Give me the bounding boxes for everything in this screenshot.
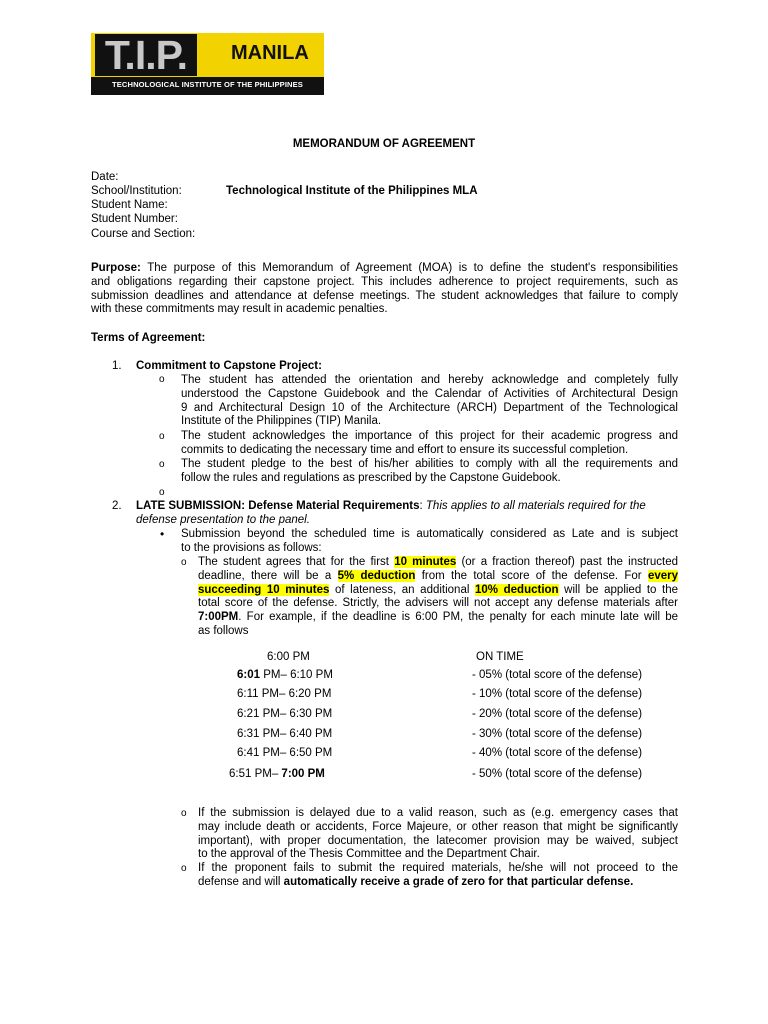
logo-subtitle: TECHNOLOGICAL INSTITUTE OF THE PHILIPPINES xyxy=(112,80,303,89)
highlight-text: every xyxy=(647,569,679,582)
section2-italic: defense presentation to the panel. xyxy=(136,514,310,526)
logo-tip-text: T.I.P. xyxy=(95,34,197,76)
section2-heading-line: LATE SUBMISSION: Defense Material Requirements: This applies to all materials required for the xyxy=(136,500,646,512)
item-bold: automatically receive a grade of zero for that particular defense. xyxy=(283,875,634,888)
item-line: to the approval of the Thesis Committee and the Department Chair. xyxy=(198,848,540,861)
penalty-value: - 40% (total score of the defense) xyxy=(472,747,643,759)
student-number-label: Student Number: xyxy=(91,213,178,225)
highlight-text: succeeding 10 minutes xyxy=(198,583,330,596)
logo-yellow-band xyxy=(91,33,324,77)
circle-bullet-icon: o xyxy=(181,863,187,874)
circle-bullet-icon: o xyxy=(159,374,165,385)
date-label: Date: xyxy=(91,171,119,183)
time-text: 6:51 PM– xyxy=(229,768,282,780)
penalty-time: 6:00 PM xyxy=(267,651,310,663)
logo-city-text: MANILA xyxy=(231,42,309,64)
para-bold: 7:00PM xyxy=(198,611,239,624)
para-text: . For example, if the deadline is 6:00 PM, the penalty for each minute late will be xyxy=(238,611,678,624)
bullet-line: Submission beyond the scheduled time is automatically considered as Late and is subject xyxy=(181,528,678,540)
penalty-value: - 20% (total score of the defense) xyxy=(472,708,643,720)
circle-bullet-icon: o xyxy=(181,808,187,819)
purpose-line: The purpose of this Memorandum of Agreement (MOA) is to define the student's responsibilities xyxy=(147,262,678,274)
fail-submit-item xyxy=(198,862,678,890)
student-name-label: Student Name: xyxy=(91,199,168,211)
penalty-time xyxy=(229,768,325,780)
dot-bullet-icon: • xyxy=(160,527,165,541)
section1-item xyxy=(181,430,678,458)
item-line: may include death or accidents, Force Majeure, or other reason that might be significantly xyxy=(198,820,678,833)
purpose-line: submission deadlines and attendance at defense meetings. The student acknowledges that failure to comply xyxy=(91,289,678,302)
school-label: School/Institution: xyxy=(91,185,182,197)
penalty-time xyxy=(237,669,333,681)
para-text: The student agrees that for the first xyxy=(198,556,395,568)
section-number: 2. xyxy=(112,500,122,512)
bullet-line: to the provisions as follows: xyxy=(181,541,322,554)
item-line: understood the Capstone Guidebook and the Calendar of Activities of Architectural Design xyxy=(181,387,678,400)
item-line: The student has attended the orientation and hereby acknowledge and completely fully xyxy=(181,374,678,386)
section1-heading: Commitment to Capstone Project: xyxy=(136,360,322,372)
item-line: important), with proper documentation, the latecomer provision may be waived, subject xyxy=(198,834,678,847)
circle-bullet-icon: o xyxy=(181,557,187,568)
item-line: commits to dedicating the necessary time and effort to ensure its successful completion. xyxy=(181,443,629,456)
penalty-value: - 05% (total score of the defense) xyxy=(472,669,643,681)
time-bold: 6:01 xyxy=(237,669,261,681)
item-line: If the proponent fails to submit the required materials, he/she will not proceed to the xyxy=(198,862,678,874)
item-line: The student pledge to the best of his/her abilities to comply with all the requirements and xyxy=(181,458,678,470)
section2-bullet xyxy=(181,528,678,556)
section2-italic: This applies to all materials required for the xyxy=(425,500,646,512)
penalty-value: - 50% (total score of the defense) xyxy=(472,768,643,780)
item-line: follow the rules and regulations as prescribed by the Capstone Guidebook. xyxy=(181,471,561,484)
para-text: from the total score of the defense. For xyxy=(415,569,648,582)
terms-heading: Terms of Agreement: xyxy=(91,332,206,344)
para-text: of lateness, an additional xyxy=(329,583,476,596)
purpose-paragraph xyxy=(91,262,678,317)
circle-bullet-icon: o xyxy=(159,431,165,442)
para-text: will be applied to the xyxy=(558,583,679,596)
purpose-label: Purpose: xyxy=(91,262,141,274)
document-title: MEMORANDUM OF AGREEMENT xyxy=(292,138,476,150)
highlight-text: 10 minutes xyxy=(394,556,457,568)
purpose-line: with these commitments may result in academic penalties. xyxy=(91,303,388,316)
penalty-value: ON TIME xyxy=(476,651,524,663)
para-text: deadline, there will be a xyxy=(198,569,338,582)
penalty-value: - 30% (total score of the defense) xyxy=(472,728,643,740)
penalty-time: 6:11 PM– 6:20 PM xyxy=(237,688,332,700)
late-penalty-paragraph xyxy=(198,556,678,639)
highlight-text: 5% deduction xyxy=(337,569,416,582)
section1-item xyxy=(181,458,678,486)
penalty-time: 6:31 PM– 6:40 PM xyxy=(237,728,333,740)
tip-manila-logo xyxy=(91,33,324,95)
circle-bullet-icon: o xyxy=(159,487,165,498)
school-value: Technological Institute of the Philippines MLA xyxy=(226,185,478,197)
para-text: (or a fraction thereof) past the instructed xyxy=(456,556,678,568)
penalty-time: 6:41 PM– 6:50 PM xyxy=(237,747,333,759)
valid-reason-item xyxy=(198,807,678,862)
time-bold: 7:00 PM xyxy=(281,768,325,780)
item-line: If the submission is delayed due to a valid reason, such as (e.g. emergency cases that xyxy=(198,807,678,819)
course-section-label: Course and Section: xyxy=(91,228,196,240)
item-line: 9 and Architectural Design 10 of the Architecture (ARCH) Department of the Technological xyxy=(181,401,678,414)
purpose-line: and obligations regarding their capstone project. This includes adherence to project requirements, such as xyxy=(91,275,678,288)
item-line: Institute of the Philippines (TIP) Manila. xyxy=(181,415,382,428)
highlight-text: 10% deduction xyxy=(475,583,559,596)
section1-item xyxy=(181,374,678,429)
section-number: 1. xyxy=(112,360,122,372)
penalty-time: 6:21 PM– 6:30 PM xyxy=(237,708,333,720)
time-text: PM– 6:10 PM xyxy=(260,669,333,681)
penalty-value: - 10% (total score of the defense) xyxy=(472,688,643,700)
item-text: defense and will xyxy=(198,875,284,888)
para-text: total score of the defense. Strictly, the advisers will not accept any defense materials after xyxy=(198,597,678,610)
circle-bullet-icon: o xyxy=(159,459,165,470)
para-text: as follows xyxy=(198,624,249,637)
section2-heading: LATE SUBMISSION: Defense Material Requirements xyxy=(136,500,420,512)
item-line: The student acknowledges the importance of this project for their academic progress and xyxy=(181,430,678,442)
